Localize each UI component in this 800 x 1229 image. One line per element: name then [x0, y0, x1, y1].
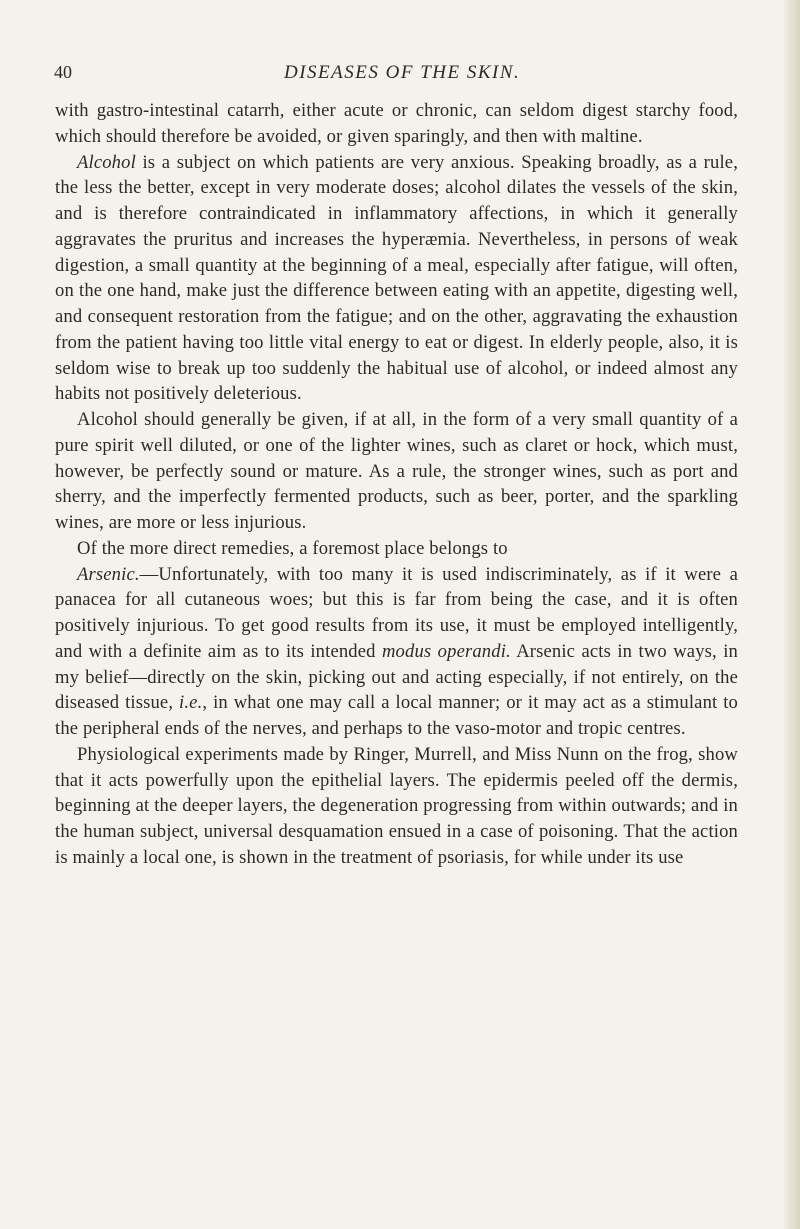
paragraph-direct-remedies	[55, 536, 738, 562]
page-header	[54, 62, 754, 92]
paragraph-experiments	[55, 742, 738, 871]
paragraph-alcohol-forms	[55, 407, 738, 536]
paragraph-text: —Unfortunately, with too many it is used indiscriminately, as if it were a panacea for all cutaneous woes; but this is far from being the case, and it is often positively injurious. To get good results from its use, it must be employed intelligently, and with a definite aim as to its intended	[55, 563, 738, 662]
paragraph-text: Alcohol should generally be given, if at all, in the form of a very small quantity of a pure spirit well diluted, or one of the lighter wines, such as claret or hock, which must, however, be perfectly sound or mature. As a rule, the stronger wines, such as port and sherry, and the imperfectly fermented products, such as beer, porter, and the sparkling wines, are more or less injurious.	[55, 409, 738, 533]
paragraph-text: Arsenic acts in two ways, in my belief—directly on the skin, picking out and acting especially, if not entirely, on the diseased tissue,	[55, 640, 738, 714]
page-number: 40	[54, 62, 72, 82]
italic-ie: i.e.	[179, 692, 203, 714]
paragraph-arsenic	[55, 562, 738, 742]
paragraph-alcohol	[55, 150, 738, 408]
italic-modus-operandi: modus operandi.	[381, 640, 511, 662]
paragraph-continuation	[55, 98, 738, 150]
paragraph-text: is a subject on which patients are very anxious. Speaking broadly, as a rule, the less the better, except in very moderate doses; alcohol dilates the vessels of the skin, and is therefore contraindicated in inflammatory affections, in which it generally aggravates the pruritus and increases the hyperæmia. Nevertheless, in persons of weak digestion, a small quantity at the beginning of a meal, especially after fatigue, will often, on the one hand, make just the difference between eating with an appetite, digesting well, and consequent restoration from the fatigue; and on the other, aggravating the exhaustion from the patient having too little vital energy to eat or digest. In elderly people, also, it is seldom wise to break up too suddenly the habitual use of alcohol, or indeed almost any habits not positively deleterious.	[55, 151, 738, 405]
arsenic-heading: Arsenic.	[77, 563, 140, 585]
paragraph-text: , in what one may call a local manner; or it may act as a stimulant to the peripheral ends of the nerves, and perhaps to the vaso-motor and tropic centres.	[55, 692, 738, 739]
paragraph-text: Of the more direct remedies, a foremost place belongs to	[77, 537, 508, 559]
body-text	[55, 98, 738, 871]
paragraph-text: with gastro-intestinal catarrh, either acute or chronic, can seldom digest starchy food, which should therefore be avoided, or given sparingly, and then with maltine.	[55, 100, 738, 147]
alcohol-heading: Alcohol	[77, 151, 136, 173]
paragraph-text: Physiological experiments made by Ringer, Murrell, and Miss Nunn on the frog, show that it acts powerfully upon the epithelial layers. The epidermis peeled off the dermis, beginning at the deeper layers, the degeneration progressing from within outwards; and in the human subject, universal desquamation ensued in a case of poisoning. That the action is mainly a local one, is shown in the treatment of psoriasis, for while under its use	[55, 743, 738, 868]
page-edge-shadow	[784, 0, 800, 1229]
running-title: DISEASES OF THE SKIN.	[284, 62, 521, 83]
